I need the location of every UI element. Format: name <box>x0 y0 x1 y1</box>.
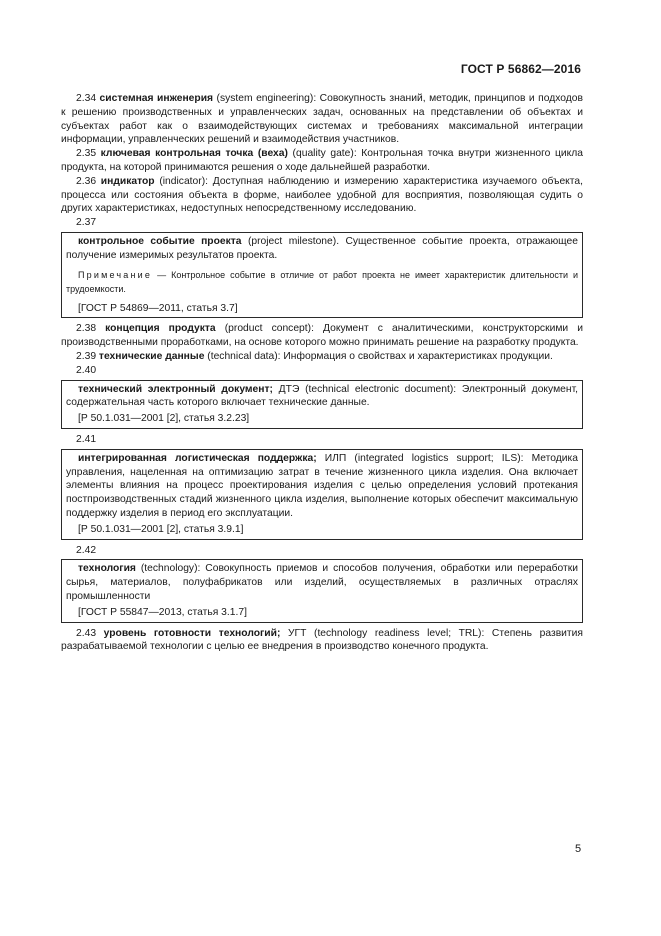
entry-box-2-41 <box>61 449 583 540</box>
entry-term: уровень готовности технологий; <box>103 627 281 639</box>
note-label: Примечание <box>78 269 153 280</box>
content-area <box>61 92 583 654</box>
entry-number: 2.36 <box>76 175 97 187</box>
entry-2-40 <box>66 383 578 411</box>
entry-definition: (project milestone). Существенное событие проекта, отражающее получение измеримых результатов проекта. <box>66 235 578 261</box>
entry-2-38 <box>61 322 583 350</box>
entry-2-36 <box>61 175 583 216</box>
entry-box-2-40 <box>61 380 583 429</box>
entry-number: 2.39 <box>76 350 97 362</box>
entry-number: 2.35 <box>76 148 97 160</box>
entry-2-43 <box>61 627 583 655</box>
entry-number-2-42: 2.42 <box>76 544 97 556</box>
entry-definition: (indicator): Доступная наблюдению и измерению характеристика изучаемого объекта, процесса или состояния объекта в форме, наиболее удобной для восприятия, позволяющая судить о других характеристиках, недоступных непосредственному исследованию. <box>61 175 583 215</box>
entry-note <box>66 268 578 296</box>
entry-definition: (system engineering): Совокупность знаний, методик, принципов и подходов к решению производственных и управленческих задач, основанных на представлении об объектах и субъектах работ как о взаимодействующих системах и требованиях максимальной интеграции информации, управленческих решений и взаимодействия участников. <box>61 93 583 146</box>
entry-definition: (product concept): Документ с аналитическими, конструкторскими и производственными проработками, на основе которого можно принимать решение на разработку продукта. <box>61 323 583 349</box>
entry-number-2-41: 2.41 <box>76 433 97 445</box>
entry-number: 2.34 <box>76 93 97 104</box>
entry-definition: (technical data): Информация о свойствах и характеристиках продукции. <box>204 350 553 362</box>
note-text: — Контрольное событие в отличие от работ проекта не имеет характеристик длительности и трудоемкости. <box>66 269 578 294</box>
entry-source-reference: [Р 50.1.031—2001 [2], статья 3.2.23] <box>78 413 250 425</box>
entry-definition: ИЛП (integrated logistics support; ILS): Методика управления, нацеленная на оптимизацию затрат в течение жизненного цикла изделия. Она включает элементы влияния на процесс проектирования изделия с целью определения условий протекания постпроизводственных стадий жизненного цикла изделия, выполнение которых обеспечит максимальную поддержку изделия в период его эксплуатации. <box>66 452 579 519</box>
entry-2-41 <box>66 452 578 521</box>
entry-term: технология <box>78 563 136 575</box>
entry-2-35 <box>61 147 583 175</box>
entry-definition: ДТЭ (technical electronic document): Электронный документ, содержательная часть которого включает технические данные. <box>66 383 579 409</box>
entry-number: 2.38 <box>76 323 97 335</box>
entry-term: контрольное событие проекта <box>78 235 242 247</box>
entry-2-39 <box>61 350 583 364</box>
entry-term: интегрированная логистическая поддержка; <box>78 452 317 464</box>
entry-number-2-37: 2.37 <box>76 217 97 229</box>
entry-term: концепция продукта <box>105 323 216 335</box>
entry-2-34 <box>61 92 583 147</box>
entry-source-reference: [ГОСТ Р 55847—2013, статья 3.1.7] <box>78 606 247 618</box>
standard-designation: ГОСТ Р 56862—2016 <box>460 62 581 76</box>
entry-source-reference: [ГОСТ Р 54869—2011, статья 3.7] <box>78 302 238 314</box>
entry-definition: УГТ (technology readiness level; TRL): Степень развития разрабатываемой технологии с целью ее внедрения в производство конечного продукта. <box>61 627 583 653</box>
entry-term: ключевая контрольная точка (веха) <box>100 148 288 160</box>
entry-box-2-42 <box>61 559 583 622</box>
entry-definition: (technology): Совокупность приемов и способов получения, обработки или переработки сырья, материалов, полуфабрикатов или изделий, осуществляемых в различных отраслях промышленности <box>66 563 578 602</box>
entry-2-37 <box>66 235 578 263</box>
entry-definition: (quality gate): Контрольная точка внутри жизненного цикла продукта, на которой принимаются решения о ходе дальнейшей разработки. <box>61 148 583 173</box>
entry-box-2-37 <box>61 232 583 318</box>
entry-source-reference: [Р 50.1.031—2001 [2], статья 3.9.1] <box>78 523 244 535</box>
entry-number-2-40: 2.40 <box>76 364 97 376</box>
entry-term: технические данные <box>98 350 205 362</box>
entry-term: индикатор <box>100 175 155 187</box>
entry-term: технический электронный документ; <box>78 383 273 395</box>
entry-term: системная инженерия <box>99 93 214 104</box>
entry-2-42 <box>66 562 578 603</box>
entry-number: 2.43 <box>76 627 97 639</box>
page-number: 5 <box>575 843 582 855</box>
